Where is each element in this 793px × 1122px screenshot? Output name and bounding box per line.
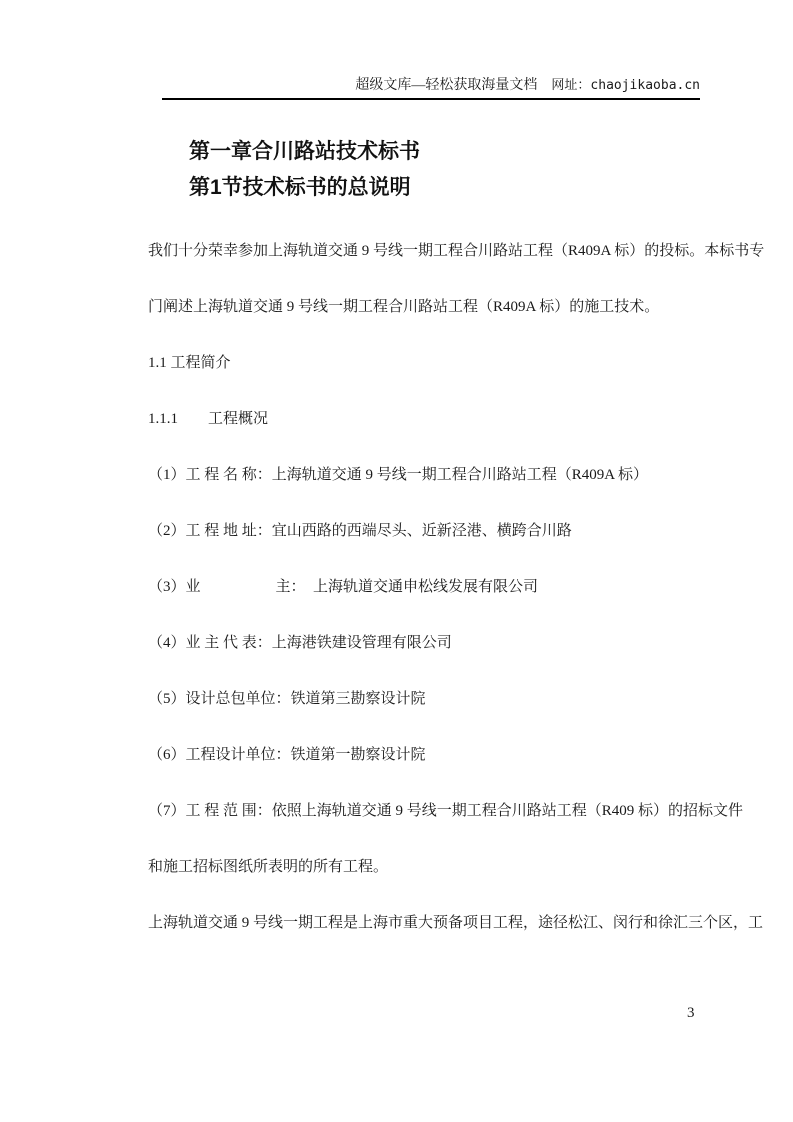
- header-site-text: 超级文库—轻松获取海量文档: [355, 78, 538, 93]
- body-line: 和施工招标图纸所表明的所有工程。: [148, 859, 389, 875]
- body-line: （2）工 程 地 址：宜山西路的西端尽头、近新泾港、横跨合川路: [148, 523, 572, 539]
- section-heading: 第1节技术标书的总说明: [189, 176, 411, 199]
- body-line: 门阐述上海轨道交通 9 号线一期工程合川路站工程（R409A 标）的施工技术。: [148, 299, 660, 315]
- chapter-heading: 第一章合川路站技术标书: [189, 140, 420, 163]
- body-line: （3）业 主： 上海轨道交通申松线发展有限公司: [148, 579, 539, 595]
- body-line: （7）工 程 范 围：依照上海轨道交通 9 号线一期工程合川路站工程（R409 标）的招标文件: [148, 803, 744, 819]
- body-line: （6）工程设计单位：铁道第一勘察设计院: [148, 747, 426, 763]
- body-line: 我们十分荣幸参加上海轨道交通 9 号线一期工程合川路站工程（R409A 标）的投标。本标书专: [148, 243, 765, 259]
- body-line: （1）工 程 名 称：上海轨道交通 9 号线一期工程合川路站工程（R409A 标）: [148, 467, 649, 483]
- header-url: 网址：chaojikaoba.cn: [551, 78, 700, 93]
- body-line: （4）业 主 代 表：上海港铁建设管理有限公司: [148, 635, 452, 651]
- body-line: 上海轨道交通 9 号线一期工程是上海市重大预备项目工程，途径松江、闵行和徐汇三个区，工: [148, 915, 764, 931]
- document-body: [148, 223, 765, 951]
- page-header: [162, 76, 700, 100]
- body-line: 1.1.1 工程概况: [148, 411, 269, 427]
- page-number: 3: [687, 1005, 695, 1021]
- body-line: （5）设计总包单位：铁道第三勘察设计院: [148, 691, 426, 707]
- body-line: 1.1 工程简介: [148, 355, 231, 371]
